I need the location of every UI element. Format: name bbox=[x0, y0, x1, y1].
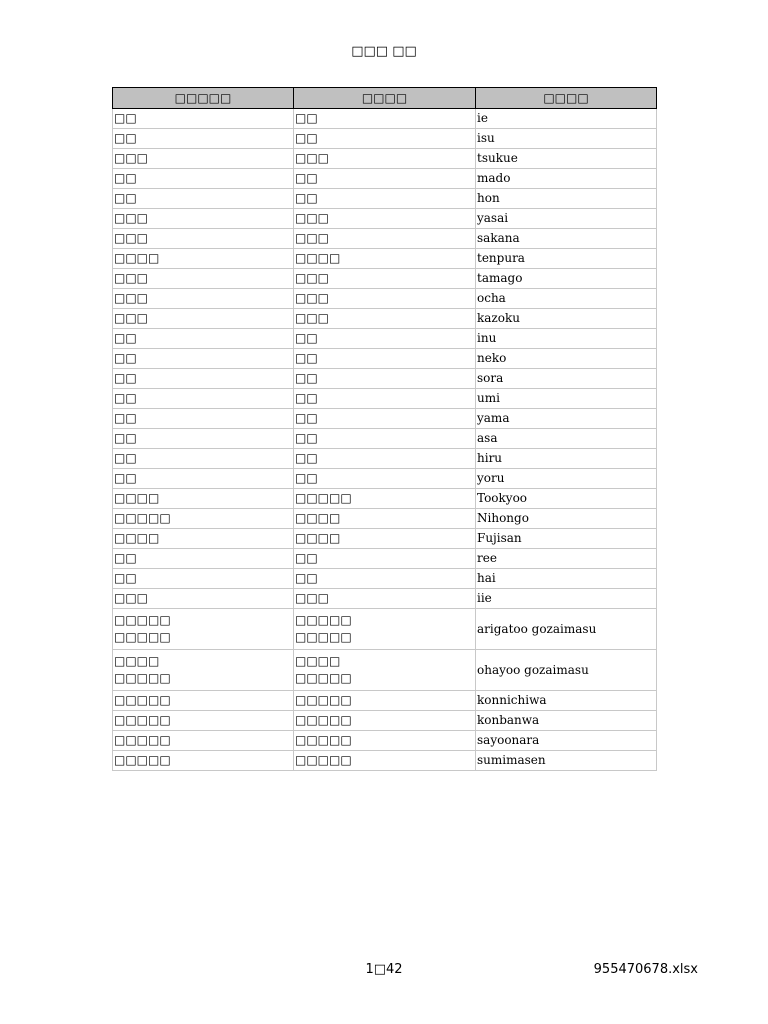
cell-kana: □□□ bbox=[294, 149, 476, 169]
table-row bbox=[113, 489, 657, 509]
table-row bbox=[113, 389, 657, 409]
cell-romaji: yasai bbox=[476, 209, 657, 229]
table-row bbox=[113, 711, 657, 731]
cell-kana: □□ bbox=[294, 129, 476, 149]
cell-kana: □□□□ bbox=[294, 509, 476, 529]
table-row bbox=[113, 409, 657, 429]
cell-kana: □□□□ □□□□□ bbox=[294, 650, 476, 691]
table-row bbox=[113, 691, 657, 711]
cell-romaji: Tookyoo bbox=[476, 489, 657, 509]
cell-kanji: □□ bbox=[113, 409, 294, 429]
table-row bbox=[113, 309, 657, 329]
cell-kana: □□□□ bbox=[294, 249, 476, 269]
cell-kana: □□ bbox=[294, 429, 476, 449]
cell-kana: □□□□□ bbox=[294, 691, 476, 711]
cell-kana: □□□ bbox=[294, 309, 476, 329]
cell-romaji: kazoku bbox=[476, 309, 657, 329]
cell-kana: □□□□□ bbox=[294, 489, 476, 509]
cell-kana: □□ bbox=[294, 109, 476, 129]
cell-kana: □□ bbox=[294, 389, 476, 409]
cell-romaji: yoru bbox=[476, 469, 657, 489]
cell-kana: □□ bbox=[294, 549, 476, 569]
cell-kanji: □□□□□ bbox=[113, 509, 294, 529]
cell-kana: □□ bbox=[294, 369, 476, 389]
table-row bbox=[113, 249, 657, 269]
table-row bbox=[113, 469, 657, 489]
cell-kanji: □□□□□ bbox=[113, 711, 294, 731]
cell-kanji: □□ bbox=[113, 189, 294, 209]
page-number: 1□42 bbox=[365, 962, 403, 977]
cell-kanji: □□ bbox=[113, 129, 294, 149]
cell-kanji: □□ bbox=[113, 449, 294, 469]
cell-romaji: isu bbox=[476, 129, 657, 149]
vocabulary-table bbox=[112, 87, 657, 771]
cell-kanji: □□□□□ bbox=[113, 731, 294, 751]
cell-kanji: □□□□ bbox=[113, 249, 294, 269]
cell-romaji: sumimasen bbox=[476, 751, 657, 771]
file-name: 955470678.xlsx bbox=[593, 962, 698, 977]
cell-kanji: □□ bbox=[113, 469, 294, 489]
cell-kanji: □□□ bbox=[113, 589, 294, 609]
table-row bbox=[113, 589, 657, 609]
table-body bbox=[113, 109, 657, 771]
cell-romaji: konbanwa bbox=[476, 711, 657, 731]
cell-romaji: Nihongo bbox=[476, 509, 657, 529]
table-row bbox=[113, 129, 657, 149]
table-row bbox=[113, 549, 657, 569]
table-row bbox=[113, 329, 657, 349]
table-row bbox=[113, 289, 657, 309]
table-row bbox=[113, 529, 657, 549]
cell-romaji: tenpura bbox=[476, 249, 657, 269]
column-header-romaji: □□□□ bbox=[476, 88, 657, 109]
cell-romaji: asa bbox=[476, 429, 657, 449]
column-header-kana: □□□□ bbox=[294, 88, 476, 109]
table-row bbox=[113, 149, 657, 169]
cell-kanji: □□ bbox=[113, 549, 294, 569]
table-row bbox=[113, 189, 657, 209]
cell-kanji: □□□□□ □□□□□ bbox=[113, 609, 294, 650]
table-row bbox=[113, 109, 657, 129]
cell-romaji: ohayoo gozaimasu bbox=[476, 650, 657, 691]
cell-kana: □□□ bbox=[294, 229, 476, 249]
cell-kanji: □□□ bbox=[113, 229, 294, 249]
cell-kanji: □□ bbox=[113, 369, 294, 389]
cell-romaji: mado bbox=[476, 169, 657, 189]
cell-romaji: tamago bbox=[476, 269, 657, 289]
cell-kana: □□ bbox=[294, 329, 476, 349]
table-row bbox=[113, 369, 657, 389]
cell-kana: □□ bbox=[294, 469, 476, 489]
cell-romaji: ie bbox=[476, 109, 657, 129]
cell-romaji: hai bbox=[476, 569, 657, 589]
cell-romaji: sakana bbox=[476, 229, 657, 249]
table-row bbox=[113, 509, 657, 529]
cell-kanji: □□□□□ bbox=[113, 691, 294, 711]
cell-kana: □□□ bbox=[294, 289, 476, 309]
table-row bbox=[113, 229, 657, 249]
cell-romaji: konnichiwa bbox=[476, 691, 657, 711]
cell-kana: □□ bbox=[294, 189, 476, 209]
table-row bbox=[113, 169, 657, 189]
table-row bbox=[113, 449, 657, 469]
cell-kanji: □□□□ □□□□□ bbox=[113, 650, 294, 691]
cell-romaji: inu bbox=[476, 329, 657, 349]
cell-kana: □□□□□ bbox=[294, 751, 476, 771]
cell-kana: □□ bbox=[294, 569, 476, 589]
cell-kanji: □□ bbox=[113, 389, 294, 409]
cell-kanji: □□□ bbox=[113, 309, 294, 329]
cell-kana: □□ bbox=[294, 349, 476, 369]
cell-romaji: umi bbox=[476, 389, 657, 409]
cell-kanji: □□□□ bbox=[113, 489, 294, 509]
table-row bbox=[113, 349, 657, 369]
cell-kana: □□□ bbox=[294, 209, 476, 229]
cell-kanji: □□ bbox=[113, 329, 294, 349]
cell-kana: □□□□□ □□□□□ bbox=[294, 609, 476, 650]
cell-romaji: hon bbox=[476, 189, 657, 209]
cell-kanji: □□ bbox=[113, 169, 294, 189]
page-title: □□□ □□ bbox=[351, 44, 417, 59]
table-row bbox=[113, 209, 657, 229]
cell-kana: □□ bbox=[294, 409, 476, 429]
cell-kana: □□□ bbox=[294, 589, 476, 609]
cell-romaji: iie bbox=[476, 589, 657, 609]
cell-kanji: □□□ bbox=[113, 289, 294, 309]
cell-kana: □□ bbox=[294, 169, 476, 189]
cell-kanji: □□ bbox=[113, 109, 294, 129]
table-row bbox=[113, 429, 657, 449]
cell-romaji: yama bbox=[476, 409, 657, 429]
cell-kana: □□□□ bbox=[294, 529, 476, 549]
cell-romaji: ree bbox=[476, 549, 657, 569]
table-row bbox=[113, 751, 657, 771]
cell-kanji: □□ bbox=[113, 429, 294, 449]
cell-romaji: Fujisan bbox=[476, 529, 657, 549]
cell-kana: □□□ bbox=[294, 269, 476, 289]
cell-kanji: □□□□ bbox=[113, 529, 294, 549]
table-row bbox=[113, 569, 657, 589]
cell-romaji: neko bbox=[476, 349, 657, 369]
cell-kanji: □□□ bbox=[113, 149, 294, 169]
cell-kana: □□□□□ bbox=[294, 731, 476, 751]
cell-kana: □□ bbox=[294, 449, 476, 469]
cell-kanji: □□□ bbox=[113, 269, 294, 289]
cell-romaji: hiru bbox=[476, 449, 657, 469]
cell-kana: □□□□□ bbox=[294, 711, 476, 731]
cell-kanji: □□□ bbox=[113, 209, 294, 229]
cell-romaji: sayoonara bbox=[476, 731, 657, 751]
column-header-kanji: □□□□□ bbox=[113, 88, 294, 109]
cell-kanji: □□ bbox=[113, 349, 294, 369]
cell-romaji: sora bbox=[476, 369, 657, 389]
table-row bbox=[113, 609, 657, 650]
table-header-row bbox=[113, 88, 657, 109]
cell-kanji: □□□□□ bbox=[113, 751, 294, 771]
cell-romaji: arigatoo gozaimasu bbox=[476, 609, 657, 650]
cell-romaji: ocha bbox=[476, 289, 657, 309]
table-row bbox=[113, 269, 657, 289]
table-row bbox=[113, 650, 657, 691]
cell-romaji: tsukue bbox=[476, 149, 657, 169]
cell-kanji: □□ bbox=[113, 569, 294, 589]
table-row bbox=[113, 731, 657, 751]
